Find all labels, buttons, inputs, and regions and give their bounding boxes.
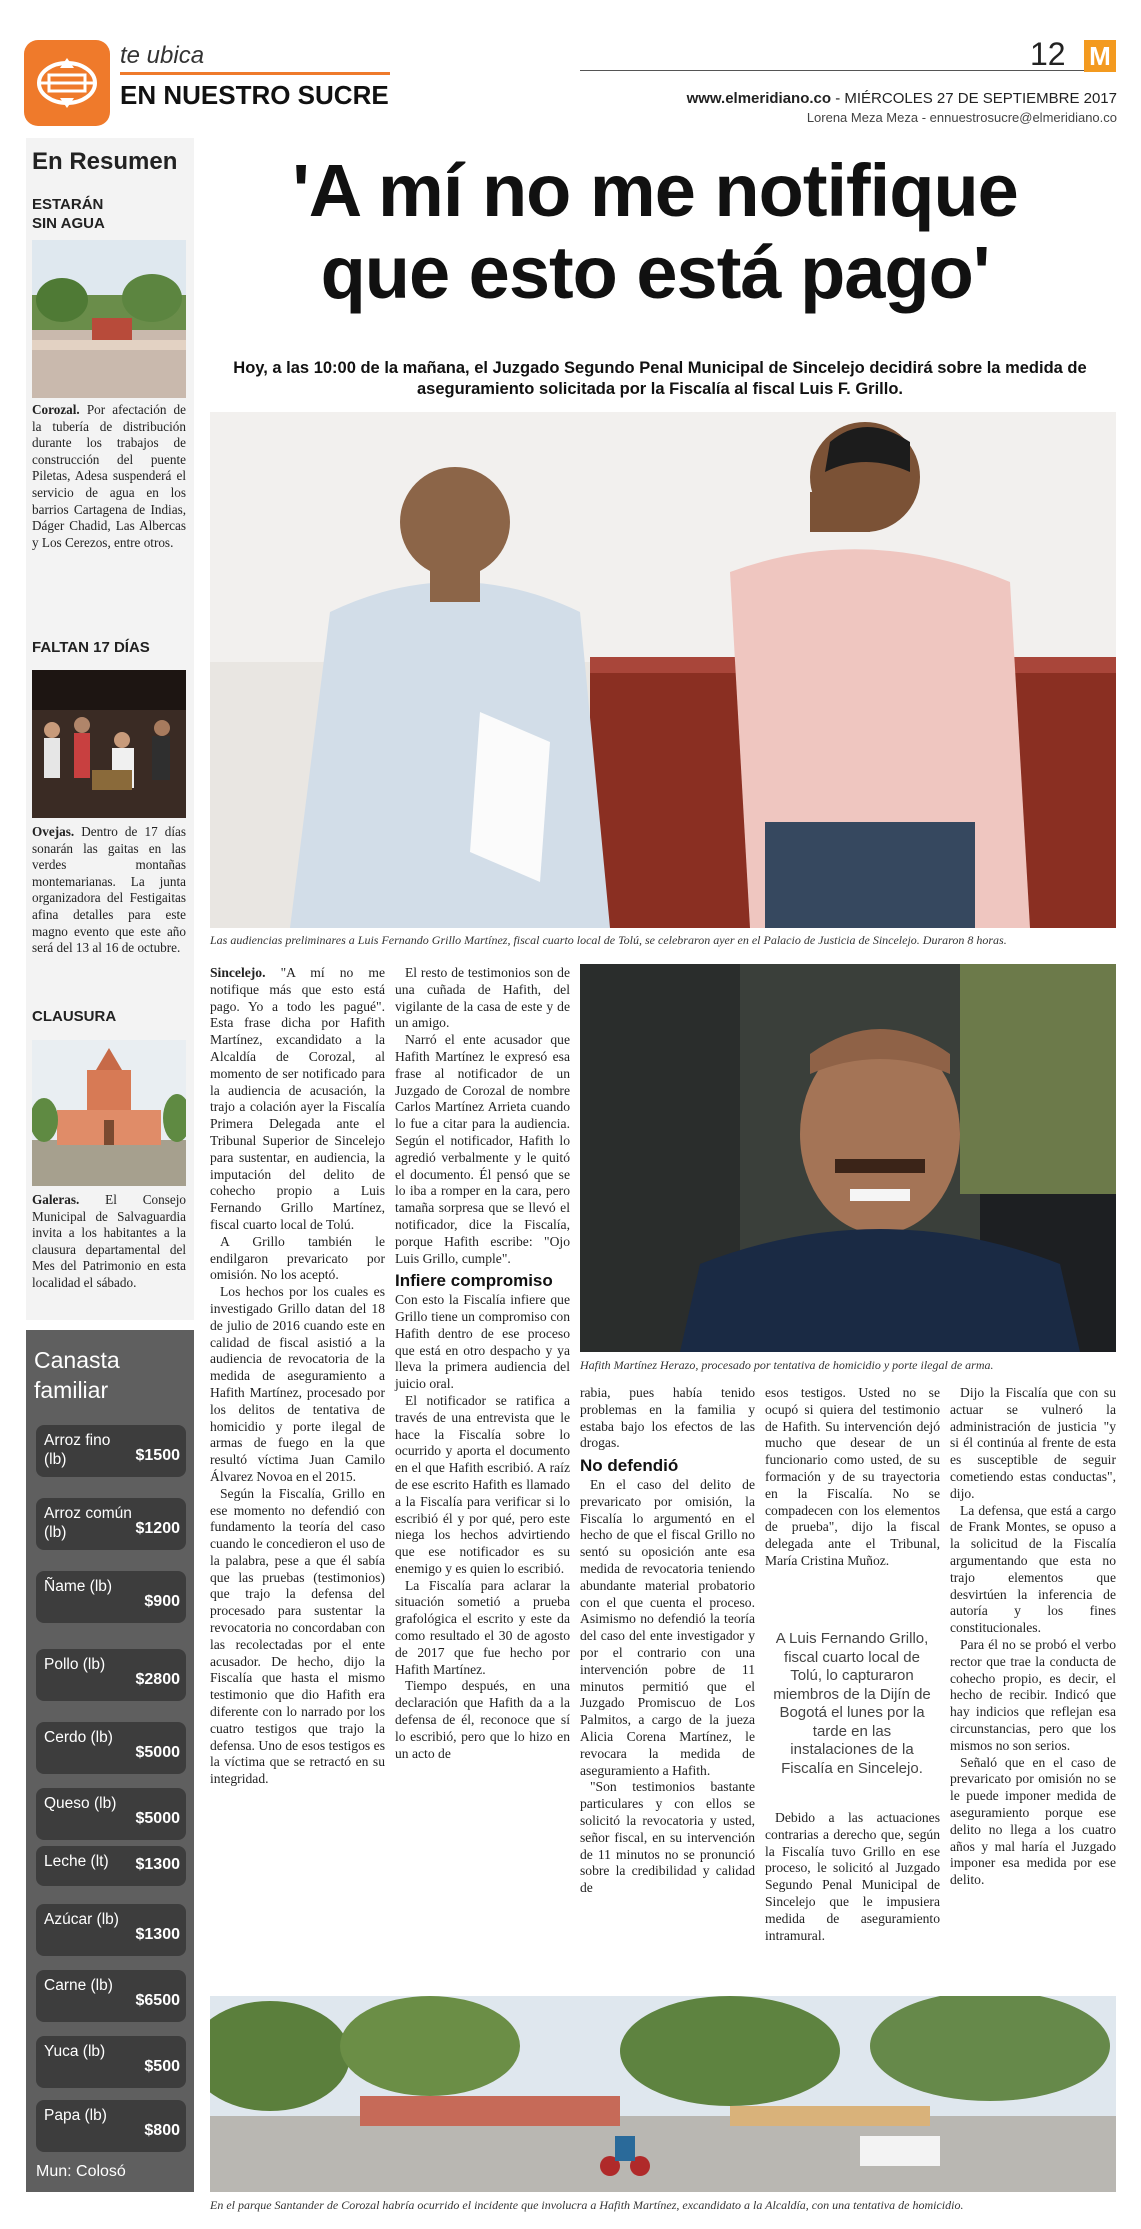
subheading-no-defendio: No defendió bbox=[580, 1456, 679, 1476]
price-box-footer: Mun: Colosó bbox=[36, 2163, 126, 2180]
price-item: Yuca (lb) $500 bbox=[36, 2036, 186, 2088]
article-column-4b: Debido a las actuaciones contrarias a derecho que, según la Fiscalía tuvo Grillo en ese proceso, le solicitó al Juzgado Segundo Penal Municipal de Sincelejo que le impusiera medida de aseguramiento intramural. bbox=[765, 1810, 940, 1943]
page-number: 12 bbox=[1030, 36, 1066, 72]
sidebar-title: En Resumen bbox=[32, 148, 178, 175]
publication-date: - MIÉRCOLES 27 DE SEPTIEMBRE 2017 bbox=[831, 90, 1117, 107]
price-item: Papa (lb) $800 bbox=[36, 2100, 186, 2152]
brand-logo: M bbox=[1084, 40, 1116, 72]
author-line: Lorena Meza Meza - ennuestrosucre@elmeridiano.co bbox=[806, 110, 1117, 125]
article-column-4: esos testigos. Usted no se ocupó si quiera del testimonio de Hafith. Su intervención dejó mucho que desear de un funcionario como usted, de su formación y de su trayectoria en la Fiscalía. No se compadecen con los elementos de prueba", dijo la fiscal delegada ante el Tribunal, María Cristina Muñoz. bbox=[765, 1385, 940, 1568]
summary-text-2: Ovejas. Dentro de 17 días sonarán las gaitas en las verdes montañas montemarianas. La junta organizadora del Festigaitas afina detalles para este magno evento que este año será del 13 al 16 de octubre. bbox=[32, 824, 186, 956]
summary-image-1 bbox=[32, 240, 186, 398]
second-photo bbox=[580, 964, 1116, 1352]
main-photo-caption: Las audiencias preliminares a Luis Fernando Grillo Martínez, fiscal cuarto local de Tolú, se celebraron ayer en el Palacio de Justicia de Sincelejo. Duraron 8 horas. bbox=[210, 933, 1007, 947]
bottom-photo bbox=[210, 1996, 1116, 2192]
price-item: Azúcar (lb) $1300 bbox=[36, 1904, 186, 1956]
summary-image-2 bbox=[32, 670, 186, 818]
section-rule bbox=[120, 72, 390, 75]
price-item: Carne (lb) $6500 bbox=[36, 1970, 186, 2022]
price-item: Ñame (lb) $900 bbox=[36, 1571, 186, 1623]
article-column-1: Sincelejo. "A mí no me notifique más que esto está pago. Yo a todo les pagué". Esta frase dicha por Hafith Martínez, excandidato a la Alcaldía de Corozal, al momento de ser notificado para la audiencia de acusación, la trajo a colación ayer la Fiscalía Primera Delegada ante el Tribunal Superior de Sincelejo para sustentar, en audiencia, la imputación del delito de cohecho propio a Luis Fernando Grillo Martínez, fiscal cuarto local de Tolú. A Grillo también le endilgaron prevaricato por omisión. No los aceptó. Los hechos por los cuales es investigado Grillo datan del 18 de julio de 2016 cuando este en calidad de fiscal asistió a la audiencia de revocatoria de la medida de aseguramiento a Hafith Martínez, procesado por los delitos de tentativa de homicidio y porte ilegal de armas de fuego en la que resultó víctima Juan Camilo Álvarez Novoa en el 2015. Según la Fiscalía, Grillo en ese momento no defendió con fundamento la teoría del caso cuando le concedieron el uso de la palabra, pese a que él sabía que las pruebas (testimonios) que trajo la defensa del procesado para sustentar la revocatoria no concordaban con las recolectadas por el ente acusador. De hecho, dijo la Fiscalía que hasta el mismo testimonio que dio Hafith era diferente con lo narrado por los cuatro testigos que trajo la defensa. Uno de esos testigos es la víctima que se retractó en su integridad. bbox=[210, 965, 385, 1787]
website-link[interactable]: www.elmeridiano.co bbox=[686, 90, 832, 107]
bottom-photo-caption: En el parque Santander de Corozal habría ocurrido el incidente que involucra a Hafith Martínez, excandidato a la Alcaldía, con una tentativa de homicidio. bbox=[210, 2198, 964, 2212]
section-logo-icon bbox=[24, 40, 110, 126]
second-photo-caption: Hafith Martínez Herazo, procesado por tentativa de homicidio y porte ilegal de arma. bbox=[580, 1358, 994, 1372]
price-item: Cerdo (lb) $5000 bbox=[36, 1722, 186, 1774]
price-box-title: Canasta familiar bbox=[34, 1347, 120, 1403]
article-column-2: El resto de testimonios son de una cuñada de Hafith, del vigilante de la casa de este y de un amigo. Narró el ente acusador que Hafith Martínez le expresó esa frase al notificador de un Juzgado de Corozal de nombre Carlos Martínez Arrieta cuando lo fue a citar para la audiencia. Según el notificador, Hafith lo agredió verbalmente y le quitó el documento. Él pensó que se lo iba a romper en la cara, pero tamaña sorpresa que se llevó el notificador, dice la Fiscalía, porque Hafith escribe: "Ojo Luis Grillo, cumple". Infiere compromiso Con esto la Fiscalía infiere que Grillo tiene un compromiso con Hafith dentro de ese proceso que está en otro despacho y ya lleva la primera audiencia del juicio oral. El notificador se ratifica a través de una entrevista que le hace la Fiscalía sobre lo ocurrido y aporta el documento en el que Hafith escribió. A raíz de ese escrito Hafith es llamado a la Fiscalía para verificar si lo escribió él y por qué, pero este niega los hechos advirtiendo que ese notificador es su enemigo y es quien lo escribió. La Fiscalía para aclarar la situación sometió a prueba grafológica el escrito y este da como resultado el 30 de agosto de 2017 que fue hecho por Hafith Martínez. Tiempo después, en una declaración que Hafith da a la defensa de él, reconoce que sí lo escribió, pero que lo hizo en un acto de bbox=[395, 965, 570, 1761]
article-subhead: Hoy, a las 10:00 de la mañana, el Juzgado Segundo Penal Municipal de Sincelejo decidirá sobre la medida de aseguramiento solicitada por la Fiscalía al fiscal Luis F. Grillo. bbox=[233, 359, 1087, 398]
section-label-small: te ubica bbox=[120, 42, 205, 69]
summary-head-1: ESTARÁN SIN AGUA bbox=[32, 196, 105, 232]
price-item: Arroz fino (lb) $1500 bbox=[36, 1425, 186, 1477]
summary-image-3 bbox=[32, 1040, 186, 1186]
price-item: Queso (lb) $5000 bbox=[36, 1788, 186, 1840]
pull-quote: A Luis Fernando Grillo, fiscal cuarto local de Tolú, lo capturaron miembros de la Dijín de Bogotá el lunes por la tarde en las instalaciones de la Fiscalía en Sincelejo. bbox=[773, 1630, 931, 1777]
summary-text-1: Corozal. Por afectación de la tubería de distribución durante los trabajos de construcción del puente Piletas, Adesa suspenderá el servicio de agua en los barrios Cartagena de Indias, Dáger Chadid, Las Albercas y Los Cerezos, entre otros. bbox=[32, 402, 186, 550]
article-column-5: Dijo la Fiscalía que con su actuar se vulneró la administración de justicia "y si él continúa al frente de esta es susceptible de seguir cometiendo estas conductas", dijo. La defensa, que está a cargo de Frank Montes, se opuso a la solicitud de la Fiscalía argumentando que esta no trajo elementos que desvirtúen la inferencia de autoría y los fines constitucionales. Para él no se probó el verbo rector que trae la conducta de cohecho propio, es decir, el hecho de recibir. Indicó que hay indicios que reflejan esa circunstancias, pero que los mismos no son serios. Señaló que en el caso de prevaricato por omisión no se le puede imponer medida de aseguramiento porque ese delito no llega a los cuatro años y mal haría el Juzgado imponer esa medida por ese delito. bbox=[950, 1385, 1116, 1888]
price-item: Leche (lt) $1300 bbox=[36, 1846, 186, 1886]
summary-head-3: CLAUSURA bbox=[32, 1008, 117, 1025]
main-photo bbox=[210, 412, 1116, 928]
price-item: Pollo (lb) $2800 bbox=[36, 1649, 186, 1701]
subheading-infiere: Infiere compromiso bbox=[395, 1271, 553, 1291]
date-line bbox=[687, 90, 1117, 107]
section-label: EN NUESTRO SUCRE bbox=[120, 80, 389, 110]
summary-text-3: Galeras. El Consejo Municipal de Salvaguardia invita a los habitantes a la clausura departamental del Mes del Patrimonio en esta localidad el sábado. bbox=[32, 1192, 186, 1290]
price-item: Arroz común (lb) $1200 bbox=[36, 1498, 186, 1550]
article-column-3: rabia, pues había tenido problemas en la familia y estaba bajo los efectos de las drogas. No defendió En el caso del delito de prevaricato por omisión, la Fiscalía lo argumentó en el hecho de que el fiscal Grillo no sentó su oposición ante esa medida de revocatoria teniendo abundante material probatorio con el que cuenta el proceso. Asimismo no defendió la teoría del caso del ente investigador y por el contrario con una intervención pobre de 11 minutos permitió que el Juzgado Promiscuo de Los Palmitos, a cargo de la jueza Alicia Corena Martínez, le revocara la medida de aseguramiento a Hafith. "Son testimonios bastante particulares y con ellos se solicitó la revocatoria y usted, señor fiscal, en su intervención de 11 minutos no se pronunció sobre la credibilidad y calidad de bbox=[580, 1385, 755, 1896]
summary-head-2: FALTAN 17 DÍAS bbox=[32, 639, 150, 656]
article-headline: 'A mí no me notifique que esto está pago' bbox=[292, 149, 1018, 314]
